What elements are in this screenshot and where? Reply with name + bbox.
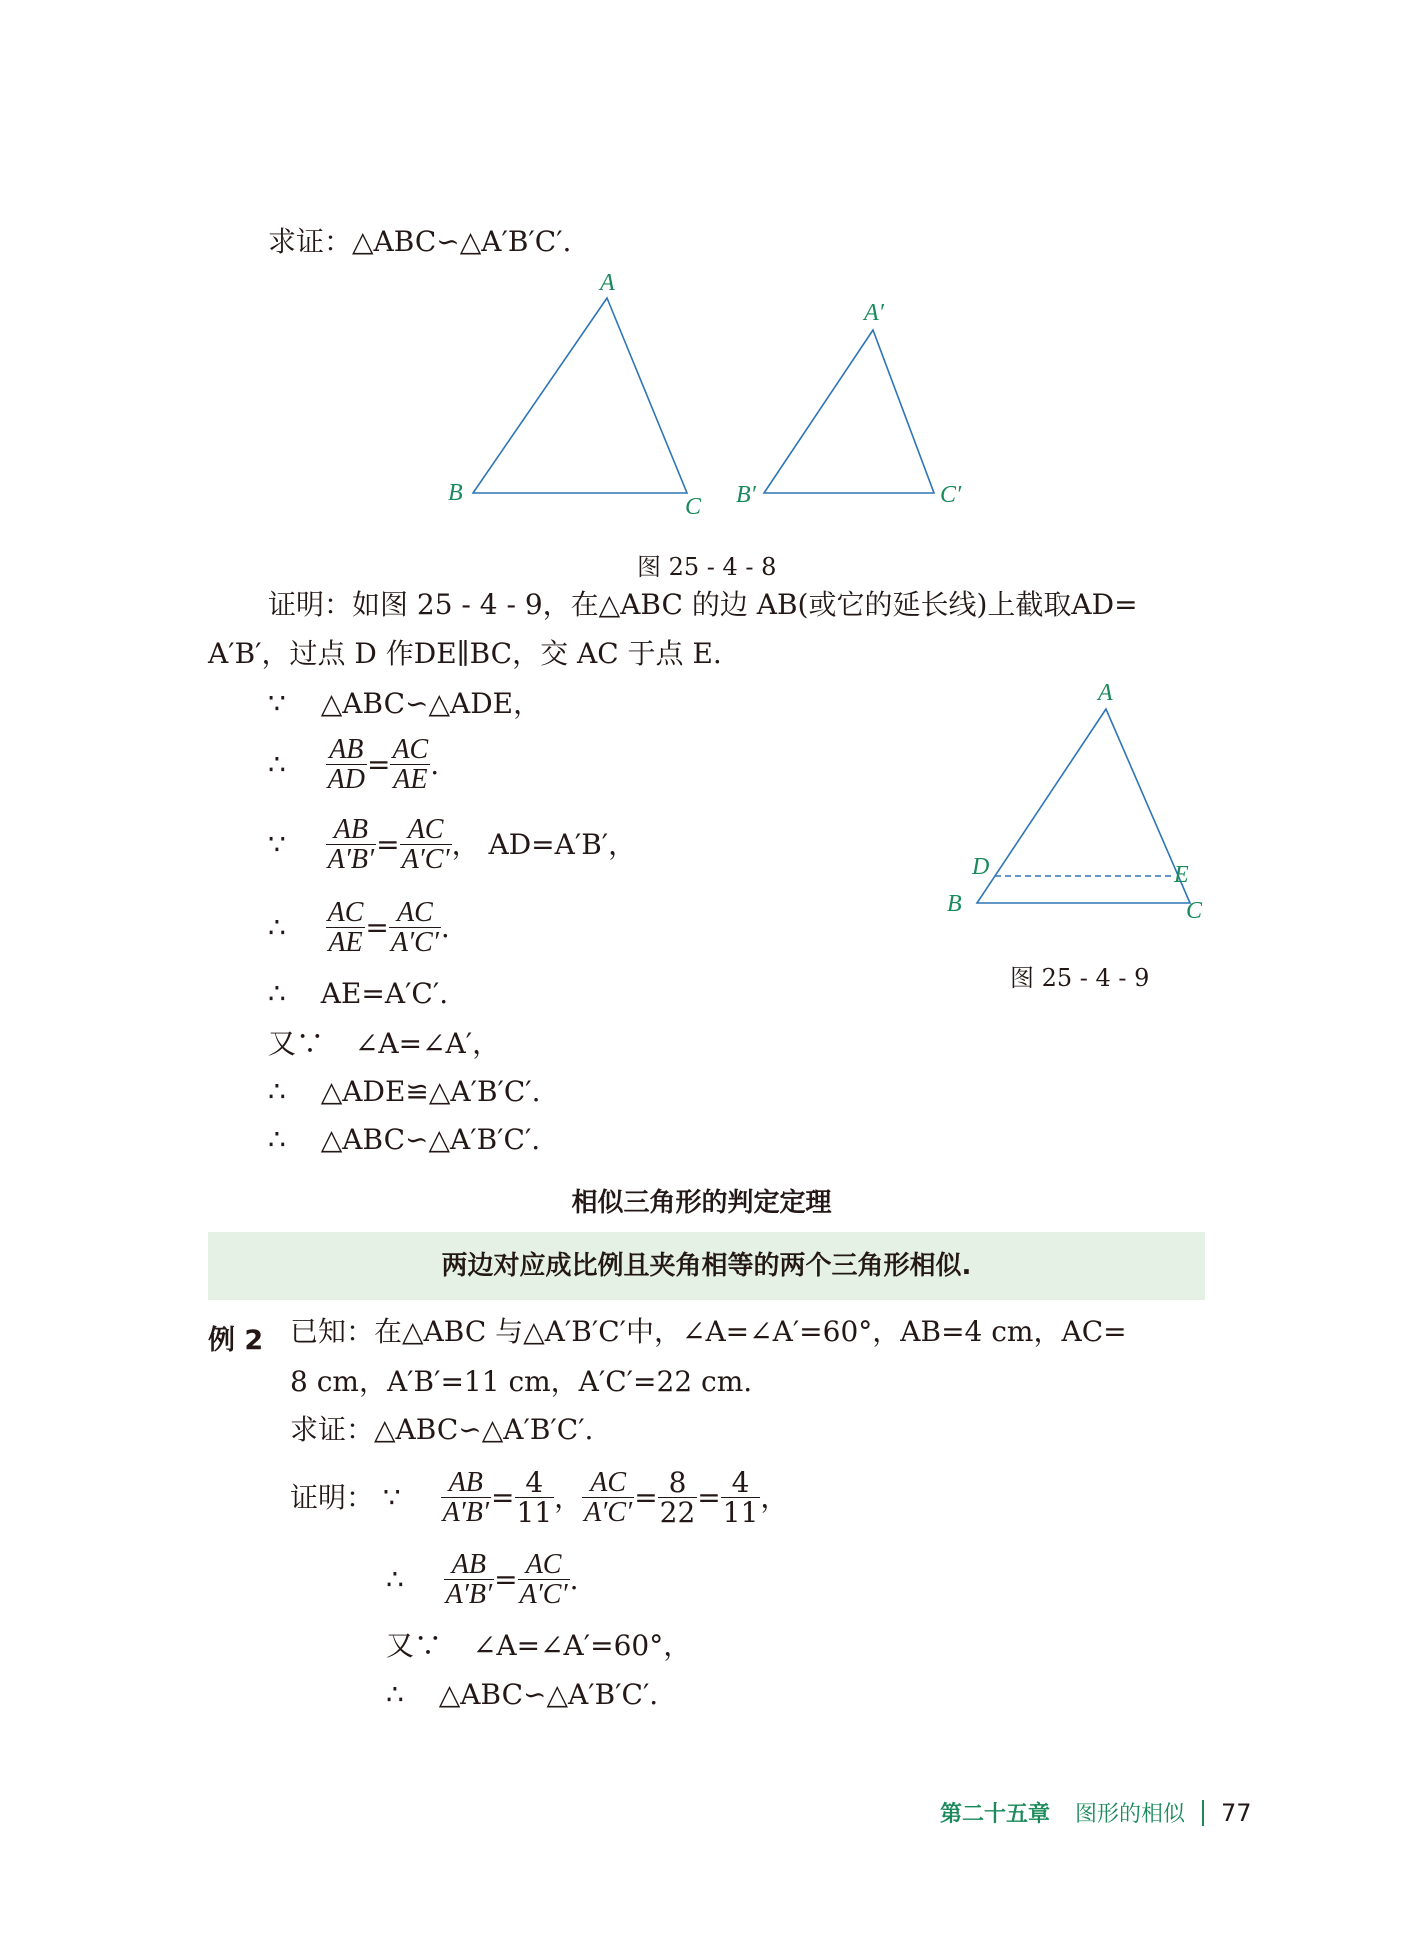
- page-footer: [940, 1797, 1252, 1828]
- proof-step-5: [268, 977, 449, 1010]
- proof-step-2: ∴ $\frac{AB}{AD}$ = $\frac{AC}{AE}$ .: [268, 734, 440, 796]
- fraction: $\frac{AB}{A'B'}$: [442, 1467, 490, 1529]
- also-because-symbol: 又∵: [386, 1629, 443, 1662]
- proof-label: 证明：: [290, 1480, 375, 1514]
- example-proof-step-1: 证明： ∵ $\frac{AB}{A'B'}$ = $\frac{4}{11}$ ， $\frac{AC}{A'C'}$ = $\frac{8}{22}$ = $\frac{4}{11}$ ，: [290, 1466, 789, 1530]
- fraction: $\frac{AC}{AE}$: [392, 734, 429, 796]
- label-a-prime: A′: [864, 300, 884, 326]
- fraction: $\frac{4}{11}$: [722, 1466, 759, 1530]
- fraction: $\frac{AC}{AE}$: [327, 897, 364, 959]
- label-c: C: [1186, 898, 1203, 924]
- step-text: △ABC∽△A′B′C′.: [438, 1678, 659, 1711]
- label-b: B: [448, 480, 463, 506]
- step-text: ∠A=∠A′，: [354, 1027, 501, 1060]
- proof-step-7: [268, 1075, 541, 1108]
- fraction: $\frac{AB}{AD}$: [327, 734, 365, 796]
- triangle-abc: [473, 298, 687, 493]
- example-proof-step-2: ∴ $\frac{AB}{A'B'}$ = $\frac{AC}{A'C'}$ .: [386, 1549, 579, 1611]
- footer-divider: [1202, 1800, 1204, 1826]
- label-b-prime: B′: [736, 482, 756, 508]
- proof-step-1: [268, 687, 542, 720]
- therefore-symbol: ∴: [268, 1123, 286, 1156]
- therefore-symbol: ∴: [268, 910, 286, 944]
- label-e: E: [1174, 862, 1189, 888]
- fraction: $\frac{4}{11}$: [516, 1466, 553, 1530]
- example-given-line1: 已知：在△ABC 与△A′B′C′中，∠A=∠A′=60°，AB=4 cm，AC=: [290, 1315, 1127, 1348]
- proof-step-4: ∴ $\frac{AC}{AE}$ = $\frac{AC}{A'C'}$ .: [268, 897, 450, 959]
- fraction: $\frac{AC}{A'C'}$: [519, 1549, 568, 1611]
- step-text: △ABC∽△A′B′C′.: [320, 1123, 541, 1156]
- fraction: $\frac{8}{22}$: [659, 1466, 696, 1530]
- proof-step-8: [268, 1123, 541, 1156]
- step-text: AE=A′C′.: [320, 977, 449, 1010]
- label-d: D: [972, 854, 990, 880]
- chapter-title: 图形的相似: [1075, 1802, 1186, 1827]
- because-symbol: ∵: [268, 687, 286, 720]
- therefore-symbol: ∴: [268, 747, 286, 781]
- example-proof-step-3: [386, 1629, 692, 1662]
- therefore-symbol: ∴: [386, 1562, 404, 1596]
- figure-25-4-8: [440, 270, 1000, 530]
- also-because-symbol: 又∵: [268, 1027, 325, 1060]
- page-number: 77: [1221, 1799, 1252, 1827]
- because-symbol: ∵: [382, 1480, 401, 1514]
- chapter-number: 第二十五章: [940, 1802, 1051, 1827]
- therefore-symbol: ∴: [268, 1075, 286, 1108]
- fraction: $\frac{AC}{A'C'}$: [584, 1467, 633, 1529]
- label-c-prime: C′: [940, 482, 962, 508]
- step-text: ， AD=A′B′，: [451, 827, 637, 861]
- proof-step-3: ∵ $\frac{AB}{A'B'}$ = $\frac{AC}{A'C'}$ ， AD=A′B′，: [268, 814, 637, 876]
- figure-caption: 图 25 - 4 - 9: [1010, 964, 1150, 992]
- figure-caption: 图 25 - 4 - 8: [637, 553, 777, 581]
- example-prove: 求证：△ABC∽△A′B′C′.: [290, 1413, 594, 1446]
- theorem-box: [208, 1232, 1205, 1300]
- label-c: C: [685, 494, 702, 520]
- therefore-symbol: ∴: [268, 977, 286, 1010]
- proof-step-6: [268, 1027, 501, 1060]
- example-label: 例 2: [208, 1325, 264, 1356]
- fraction: $\frac{AC}{A'C'}$: [401, 814, 450, 876]
- step-text: △ABC∽△ADE，: [320, 687, 542, 720]
- label-a: A: [1098, 680, 1113, 706]
- step-text: ∠A=∠A′=60°，: [472, 1629, 692, 1662]
- label-a: A: [600, 270, 615, 296]
- proof-intro-line1: 证明：如图 25 - 4 - 9，在△ABC 的边 AB(或它的延长线)上截取AD=: [268, 588, 1138, 621]
- triangle-abc-2: [977, 709, 1190, 903]
- example-given-line2: 8 cm，A′B′=11 cm，A′C′=22 cm.: [290, 1365, 753, 1398]
- fraction: $\frac{AC}{A'C'}$: [390, 897, 439, 959]
- theorem-statement: 两边对应成比例且夹角相等的两个三角形相似.: [441, 1251, 972, 1281]
- because-symbol: ∵: [268, 827, 286, 861]
- example-proof-step-4: [386, 1678, 659, 1711]
- figure-25-4-9: [930, 670, 1230, 950]
- label-b: B: [947, 891, 962, 917]
- theorem-heading: 相似三角形的判定定理: [571, 1188, 832, 1218]
- step-text: △ADE≌△A′B′C′.: [320, 1075, 541, 1108]
- fraction: $\frac{AB}{A'B'}$: [327, 814, 375, 876]
- prove-statement: 求证：△ABC∽△A′B′C′.: [268, 225, 572, 258]
- fraction: $\frac{AB}{A'B'}$: [445, 1549, 493, 1611]
- therefore-symbol: ∴: [386, 1678, 404, 1711]
- proof-intro-line2: A′B′，过点 D 作DE∥BC，交 AC 于点 E.: [208, 637, 722, 670]
- triangle-a-prime: [764, 330, 934, 493]
